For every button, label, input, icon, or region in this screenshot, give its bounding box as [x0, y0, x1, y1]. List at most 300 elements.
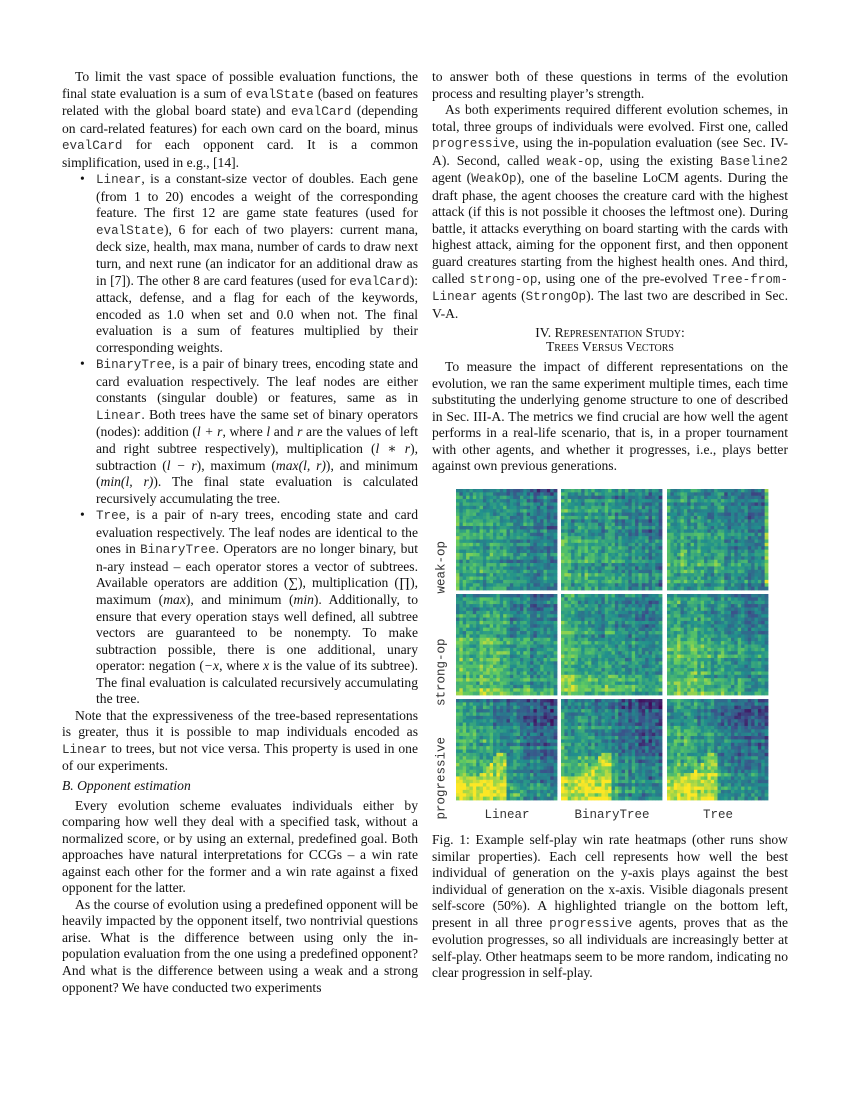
- heatmap-cell: [537, 638, 541, 642]
- heatmap-cell: [568, 614, 572, 618]
- heatmap-cell: [697, 607, 701, 611]
- heatmap-cell: [490, 618, 494, 622]
- heatmap-cell: [523, 624, 527, 628]
- heatmap-cell: [486, 502, 490, 506]
- heatmap-cell: [476, 540, 480, 544]
- heatmap-cell: [684, 540, 688, 544]
- heatmap-cell: [507, 665, 511, 669]
- heatmap-cell: [618, 671, 622, 675]
- heatmap-cell: [751, 624, 755, 628]
- heatmap-cell: [476, 536, 480, 540]
- heatmap-cell: [674, 502, 678, 506]
- heatmap-cell: [540, 553, 544, 557]
- heatmap-cell: [670, 509, 674, 513]
- heatmap-cell: [731, 573, 735, 577]
- heatmap-cell: [635, 685, 639, 689]
- heatmap-cell: [588, 560, 592, 564]
- heatmap-cell: [645, 566, 649, 570]
- heatmap-cell: [615, 614, 619, 618]
- heatmap-cell: [459, 519, 463, 523]
- heatmap-cell: [540, 597, 544, 601]
- heatmap-cell: [533, 651, 537, 655]
- heatmap-cell: [697, 573, 701, 577]
- heatmap-cell: [645, 563, 649, 567]
- heatmap-cell: [490, 543, 494, 547]
- heatmap-cell: [677, 631, 681, 635]
- heatmap-cell: [585, 560, 589, 564]
- heatmap-cell: [493, 506, 497, 510]
- heatmap-cell: [574, 692, 578, 696]
- heatmap-cell: [523, 661, 527, 665]
- heatmap-cell: [581, 645, 585, 649]
- heatmap-cell: [612, 648, 616, 652]
- heatmap-cell: [635, 641, 639, 645]
- heatmap-cell: [670, 621, 674, 625]
- heatmap-cell: [591, 658, 595, 662]
- heatmap-cell: [550, 553, 554, 557]
- heatmap-cell: [601, 536, 605, 540]
- heatmap-cell: [496, 618, 500, 622]
- heatmap-cell: [523, 546, 527, 550]
- heatmap-cell: [618, 543, 622, 547]
- heatmap-cell: [564, 675, 568, 679]
- heatmap-cell: [550, 550, 554, 554]
- heatmap-cell: [598, 675, 602, 679]
- heatmap-cell: [463, 523, 467, 527]
- heatmap-cell: [598, 611, 602, 615]
- heatmap-cell: [697, 577, 701, 581]
- heatmap-cell: [721, 496, 725, 500]
- heatmap-cell: [456, 614, 460, 618]
- heatmap-cell: [711, 496, 715, 500]
- heatmap-cell: [544, 597, 548, 601]
- heatmap-cell: [608, 536, 612, 540]
- heatmap-cell: [758, 577, 762, 581]
- heatmap-cell: [765, 492, 769, 496]
- heatmap-cell: [540, 661, 544, 665]
- heatmap-cell: [533, 540, 537, 544]
- heatmap-cell: [473, 509, 477, 513]
- heatmap-cell: [473, 516, 477, 520]
- heatmap-cell: [761, 546, 765, 550]
- heatmap-cell: [537, 628, 541, 632]
- heatmap-cell: [638, 611, 642, 615]
- heatmap-cell: [520, 489, 524, 493]
- heatmap-cell: [523, 560, 527, 564]
- heatmap-cell: [544, 685, 548, 689]
- heatmap-cell: [638, 658, 642, 662]
- heatmap-cell: [547, 634, 551, 638]
- heatmap-cell: [635, 621, 639, 625]
- heatmap-cell: [513, 607, 517, 611]
- heatmap-cell: [707, 523, 711, 527]
- heatmap-cell: [500, 506, 504, 510]
- heatmap-cell: [483, 550, 487, 554]
- heatmap-cell: [588, 529, 592, 533]
- heatmap-cell: [564, 560, 568, 564]
- heatmap-cell: [649, 607, 653, 611]
- heatmap-cell: [480, 499, 484, 503]
- heatmap-cell: [480, 624, 484, 628]
- heatmap-cell: [540, 634, 544, 638]
- heatmap-cell: [456, 499, 460, 503]
- heatmap-cell: [659, 502, 663, 506]
- heatmap-cell: [711, 516, 715, 520]
- heatmap-cell: [718, 509, 722, 513]
- heatmap-cell: [568, 638, 572, 642]
- heatmap-cell: [758, 499, 762, 503]
- heatmap-cell: [571, 668, 575, 672]
- heatmap-cell: [632, 546, 636, 550]
- heatmap-cell: [738, 553, 742, 557]
- heatmap-cell: [670, 513, 674, 517]
- heatmap-cell: [520, 604, 524, 608]
- heatmap-cell: [550, 563, 554, 567]
- heatmap-cell: [513, 519, 517, 523]
- heatmap-cell: [642, 570, 646, 574]
- heatmap-cell: [680, 543, 684, 547]
- heatmap-cell: [493, 513, 497, 517]
- heatmap-cell: [655, 618, 659, 622]
- heatmap-cell: [490, 668, 494, 672]
- heatmap-cell: [547, 638, 551, 642]
- heatmap-cell: [500, 553, 504, 557]
- heatmap-cell: [711, 506, 715, 510]
- heatmap-cell: [537, 570, 541, 574]
- heatmap-cell: [568, 560, 572, 564]
- heatmap-cell: [724, 638, 728, 642]
- heatmap-cell: [578, 648, 582, 652]
- heatmap-cell: [523, 671, 527, 675]
- heatmap-cell: [581, 550, 585, 554]
- heatmap-cell: [758, 580, 762, 584]
- heatmap-cell: [684, 607, 688, 611]
- heatmap-cell: [615, 583, 619, 587]
- heatmap-cell: [568, 513, 572, 517]
- heatmap-cell: [507, 634, 511, 638]
- heatmap-cell: [687, 604, 691, 608]
- heatmap-cell: [628, 533, 632, 537]
- heatmap-cell: [510, 587, 514, 591]
- heatmap-cell: [635, 682, 639, 686]
- heatmap-cell: [704, 594, 708, 598]
- heatmap-cell: [503, 645, 507, 649]
- heatmap-cell: [751, 516, 755, 520]
- heatmap-cell: [459, 496, 463, 500]
- heatmap-cell: [605, 682, 609, 686]
- heatmap-cell: [513, 665, 517, 669]
- heatmap-cell: [544, 634, 548, 638]
- heatmap-cell: [513, 489, 517, 493]
- heatmap-cell: [628, 594, 632, 598]
- heatmap-cell: [581, 533, 585, 537]
- heatmap-cell: [547, 665, 551, 669]
- code-term: Tree-from-Linear: [432, 272, 788, 305]
- heatmap-cell: [645, 587, 649, 591]
- heatmap-cell: [456, 668, 460, 672]
- heatmap-cell: [691, 601, 695, 605]
- heatmap-cell: [694, 502, 698, 506]
- heatmap-cell: [544, 651, 548, 655]
- heatmap-cell: [456, 661, 460, 665]
- heatmap-cell: [588, 648, 592, 652]
- heatmap-cell: [751, 533, 755, 537]
- heatmap-cell: [755, 516, 759, 520]
- heatmap-cell: [527, 566, 531, 570]
- heatmap-cell: [486, 601, 490, 605]
- heatmap-cell: [721, 509, 725, 513]
- heatmap-cell: [605, 671, 609, 675]
- heatmap-cell: [734, 607, 738, 611]
- heatmap-cell: [674, 506, 678, 510]
- heatmap-cell: [734, 526, 738, 530]
- heatmap-cell: [490, 651, 494, 655]
- heatmap-cell: [684, 624, 688, 628]
- heatmap-cell: [490, 583, 494, 587]
- heatmap-cell: [618, 560, 622, 564]
- heatmap-cell: [598, 560, 602, 564]
- heatmap-cell: [642, 634, 646, 638]
- heatmap-cell: [684, 526, 688, 530]
- heatmap-cell: [622, 526, 626, 530]
- heatmap-cell: [496, 661, 500, 665]
- heatmap-cell: [523, 577, 527, 581]
- heatmap-cell: [652, 682, 656, 686]
- heatmap-cell: [513, 566, 517, 570]
- heatmap-cell: [574, 614, 578, 618]
- heatmap-cell: [601, 634, 605, 638]
- heatmap-cell: [574, 556, 578, 560]
- heatmap-cell: [493, 560, 497, 564]
- heatmap-cell: [533, 685, 537, 689]
- heatmap-cell: [581, 624, 585, 628]
- heatmap-cell: [625, 648, 629, 652]
- heatmap-cell: [588, 675, 592, 679]
- heatmap-cell: [561, 526, 565, 530]
- heatmap-cell: [741, 611, 745, 615]
- heatmap-cell: [503, 688, 507, 692]
- heatmap-cell: [561, 499, 565, 503]
- heatmap-cell: [628, 601, 632, 605]
- heatmap-cell: [649, 556, 653, 560]
- heatmap-cell: [687, 570, 691, 574]
- heatmap-cell: [574, 594, 578, 598]
- heatmap-cell: [466, 638, 470, 642]
- heatmap-cell: [632, 523, 636, 527]
- heatmap-cell: [734, 570, 738, 574]
- heatmap-cell: [670, 594, 674, 598]
- heatmap-cell: [550, 688, 554, 692]
- heatmap-cell: [652, 519, 656, 523]
- heatmap-cell: [601, 594, 605, 598]
- heatmap-cell: [550, 556, 554, 560]
- heatmap-cell: [618, 529, 622, 533]
- heatmap-cell: [574, 496, 578, 500]
- heatmap-cell: [473, 688, 477, 692]
- heatmap-cell: [748, 563, 752, 567]
- heatmap-cell: [691, 499, 695, 503]
- heatmap-cell: [655, 665, 659, 669]
- heatmap-cell: [459, 587, 463, 591]
- heatmap-cell: [581, 516, 585, 520]
- heatmap-cell: [507, 553, 511, 557]
- heatmap-cell: [635, 533, 639, 537]
- heatmap-cell: [714, 634, 718, 638]
- heatmap-cell: [520, 550, 524, 554]
- heatmap-cell: [463, 496, 467, 500]
- heatmap-cell: [503, 506, 507, 510]
- heatmap-cell: [591, 583, 595, 587]
- heatmap-cell: [513, 509, 517, 513]
- heatmap-cell: [697, 499, 701, 503]
- heatmap-cell: [704, 533, 708, 537]
- heatmap-cell: [564, 641, 568, 645]
- heatmap-cell: [533, 492, 537, 496]
- heatmap-cell: [694, 563, 698, 567]
- heatmap-cell: [490, 566, 494, 570]
- heatmap-cell: [734, 499, 738, 503]
- heatmap-cell: [755, 601, 759, 605]
- heatmap-cell: [734, 563, 738, 567]
- heatmap-cell: [649, 573, 653, 577]
- heatmap-cell: [652, 587, 656, 591]
- heatmap-cell: [581, 540, 585, 544]
- heatmap-cell: [701, 499, 705, 503]
- heatmap-cell: [493, 668, 497, 672]
- heatmap-cell: [486, 546, 490, 550]
- heatmap-cell: [483, 583, 487, 587]
- heatmap-cell: [691, 536, 695, 540]
- heatmap-cell: [554, 665, 558, 669]
- heatmap-cell: [642, 631, 646, 635]
- heatmap-cell: [595, 638, 599, 642]
- heatmap-cell: [523, 496, 527, 500]
- heatmap-cell: [496, 546, 500, 550]
- heatmap-cell: [667, 540, 671, 544]
- heatmap-cell: [578, 550, 582, 554]
- heatmap-cell: [537, 573, 541, 577]
- heatmap-cell: [608, 641, 612, 645]
- heatmap-cell: [588, 688, 592, 692]
- heatmap-cell: [513, 601, 517, 605]
- heatmap-cell: [513, 556, 517, 560]
- heatmap-cell: [480, 577, 484, 581]
- heatmap-cell: [728, 513, 732, 517]
- heatmap-cell: [533, 607, 537, 611]
- heatmap-cell: [480, 523, 484, 527]
- heatmap-cell: [625, 641, 629, 645]
- heatmap-cell: [642, 563, 646, 567]
- heatmap-cell: [744, 509, 748, 513]
- heatmap-cell: [585, 638, 589, 642]
- heatmap-cell: [510, 583, 514, 587]
- heatmap-cell: [578, 526, 582, 530]
- heatmap-cell: [507, 671, 511, 675]
- heatmap-cell: [741, 489, 745, 493]
- heatmap-cell: [459, 509, 463, 513]
- heatmap-cell: [758, 529, 762, 533]
- heatmap-cell: [561, 678, 565, 682]
- heatmap-cell: [622, 502, 626, 506]
- heatmap-cell: [765, 529, 769, 533]
- heatmap-cell: [622, 661, 626, 665]
- heatmap-cell: [680, 533, 684, 537]
- heatmap-cell: [612, 553, 616, 557]
- heatmap-cell: [571, 618, 575, 622]
- heatmap-cell: [608, 685, 612, 689]
- heatmap-cell: [595, 519, 599, 523]
- heatmap-cell: [755, 502, 759, 506]
- heatmap-cell: [513, 658, 517, 662]
- heatmap-cell: [755, 587, 759, 591]
- heatmap-cell: [533, 499, 537, 503]
- heatmap-cell: [547, 563, 551, 567]
- heatmap-cell: [473, 638, 477, 642]
- heatmap-cell: [578, 563, 582, 567]
- heatmap-cell: [554, 688, 558, 692]
- heatmap-cell: [547, 651, 551, 655]
- heatmap-cell: [707, 573, 711, 577]
- heatmap-cell: [670, 546, 674, 550]
- heatmap-cell: [615, 570, 619, 574]
- heatmap-cell: [523, 516, 527, 520]
- heatmap-cell: [530, 560, 534, 564]
- heatmap-cell: [598, 489, 602, 493]
- heatmap-cell: [547, 543, 551, 547]
- heatmap-cell: [724, 526, 728, 530]
- heatmap-cell: [711, 621, 715, 625]
- heatmap-cell: [459, 682, 463, 686]
- heatmap-cell: [741, 502, 745, 506]
- heatmap-cell: [585, 587, 589, 591]
- heatmap-cell: [581, 668, 585, 672]
- heatmap-cell: [748, 597, 752, 601]
- heatmap-cell: [622, 556, 626, 560]
- heatmap-cell: [734, 523, 738, 527]
- heatmap-cell: [463, 573, 467, 577]
- heatmap-cell: [523, 688, 527, 692]
- heatmap-cell: [608, 502, 612, 506]
- heatmap-cell: [728, 566, 732, 570]
- heatmap-cell: [625, 628, 629, 632]
- heatmap-cell: [520, 688, 524, 692]
- heatmap-cell: [550, 489, 554, 493]
- heatmap-cell: [564, 682, 568, 686]
- heatmap-cell: [483, 611, 487, 615]
- heatmap-cell: [554, 560, 558, 564]
- heatmap-cell: [466, 692, 470, 696]
- heatmap-cell: [510, 489, 514, 493]
- heatmap-cell: [540, 550, 544, 554]
- heatmap-cell: [659, 587, 663, 591]
- heatmap-cell: [622, 550, 626, 554]
- heatmap-cell: [744, 628, 748, 632]
- heatmap-cell: [687, 556, 691, 560]
- heatmap-cell: [677, 543, 681, 547]
- heatmap-cell: [540, 540, 544, 544]
- heatmap-cell: [510, 618, 514, 622]
- heatmap-cell: [490, 631, 494, 635]
- heatmap-cell: [728, 618, 732, 622]
- heatmap-cell: [578, 553, 582, 557]
- heatmap-cell: [758, 614, 762, 618]
- heatmap-cell: [510, 678, 514, 682]
- heatmap-cell: [628, 489, 632, 493]
- heatmap-cell: [568, 556, 572, 560]
- heatmap-cell: [476, 513, 480, 517]
- heatmap-cell: [598, 641, 602, 645]
- heatmap-cell: [652, 499, 656, 503]
